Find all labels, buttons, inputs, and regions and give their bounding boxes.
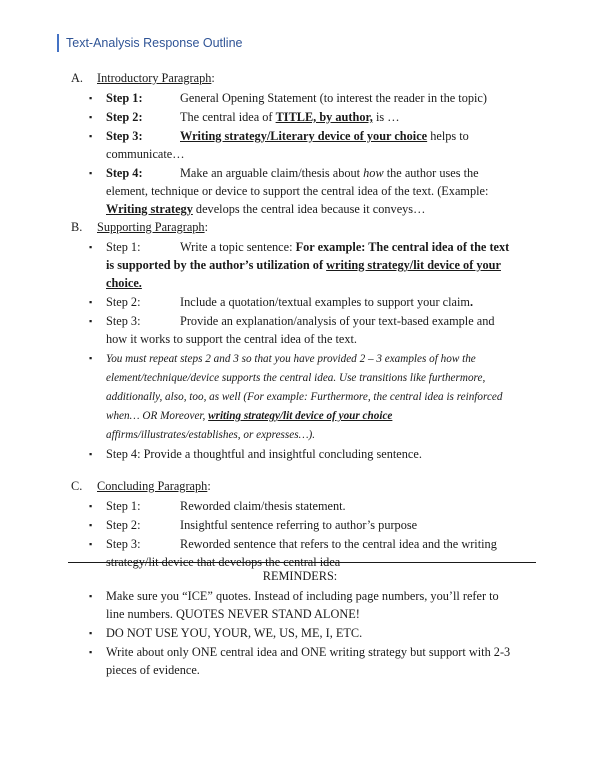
step-label: Step 1:	[106, 499, 141, 513]
bullet-icon: ▪	[89, 591, 93, 601]
list-item: ▪ Step 2: Include a quotation/textual examples to support your claim.	[89, 295, 474, 309]
step-label: Step 1:	[106, 240, 141, 254]
step-label: Step 3:	[106, 129, 143, 143]
bullet-icon: ▪	[89, 297, 93, 307]
list-item: ▪ Step 4: Make an arguable claim/thesis about how the author uses the element, technique or device to support the central idea of the text. (Example: Writing strategy develops the central idea because it conveys…	[89, 166, 489, 216]
list-item: ▪ Write about only ONE central idea and ONE writing strategy but support with 2-3 pieces of evidence.	[89, 645, 511, 677]
list-item: ▪ Step 3: Provide an explanation/analysis of your text-based example and how it works to support the central idea of the text.	[89, 314, 495, 346]
step-label: Step 2:	[106, 110, 143, 124]
list-item: ▪ Step 1: Write a topic sentence: For example: The central idea of the text is supported by the author’s utilization of writing strategy/lit device of your choice.	[89, 240, 510, 290]
section-c-steps	[0, 497, 600, 571]
bullet-icon: ▪	[89, 628, 93, 638]
section-title: Supporting Paragraph	[97, 220, 205, 234]
divider	[68, 562, 536, 563]
section-letter: A.	[71, 71, 83, 85]
bullet-icon: ▪	[89, 242, 93, 252]
bullet-icon: ▪	[89, 501, 93, 511]
list-item: ▪ Step 4: Provide a thoughtful and insightful concluding sentence.	[89, 447, 422, 461]
bullet-icon: ▪	[89, 168, 93, 178]
document-header	[57, 34, 242, 52]
section-b-steps	[0, 238, 600, 463]
bullet-icon: ▪	[89, 93, 93, 103]
step-label: Step 2:	[106, 518, 141, 532]
bullet-icon: ▪	[89, 353, 93, 363]
bullet-icon: ▪	[89, 520, 93, 530]
list-item: ▪ Make sure you “ICE” quotes. Instead of including page numbers, you’ll refer to line numbers. QUOTES NEVER STAND ALONE!	[89, 589, 499, 621]
reminders-list	[0, 587, 600, 679]
list-item: ▪ Step 3: Reworded sentence that refers to the central idea and the writing strategy/lit device that develops the central idea	[89, 537, 497, 569]
bullet-icon: ▪	[89, 131, 93, 141]
bullet-icon: ▪	[89, 647, 93, 657]
list-item: ▪ Step 1: General Opening Statement (to interest the reader in the topic)	[89, 91, 487, 105]
list-item: ▪ DO NOT USE YOU, YOUR, WE, US, ME, I, ETC.	[89, 626, 363, 640]
step-label: Step 4:	[106, 166, 143, 180]
section-a-steps	[0, 89, 600, 218]
outline-body	[0, 70, 600, 572]
section-title: Introductory Paragraph	[97, 71, 212, 85]
step-label: Step 2:	[106, 295, 141, 309]
section-c-heading: C. Concluding Paragraph:	[71, 479, 211, 493]
section-title: Concluding Paragraph	[97, 479, 208, 493]
bullet-icon: ▪	[89, 449, 93, 459]
list-item: ▪ You must repeat steps 2 and 3 so that you have provided 2 – 3 examples of how the element/technique/device supports the central idea. Use transitions like furthermore, additionally, also, too, as well (For example: Furthermore, the central idea is reinforced when… OR Moreover, writing strategy/lit device of your choice affirms/illustrates/establishes, or expresses…).	[0, 349, 600, 444]
section-a-heading: A. Introductory Paragraph:	[71, 71, 215, 85]
bullet-icon: ▪	[89, 539, 93, 549]
document-title: Text-Analysis Response Outline	[66, 36, 243, 50]
list-item: ▪ Step 2: Insightful sentence referring to author’s purpose	[89, 518, 418, 532]
step-label: Step 3:	[106, 537, 141, 551]
list-item: ▪ Step 3: Writing strategy/Literary device of your choice helps to communicate…	[89, 129, 469, 161]
bullet-icon: ▪	[89, 316, 93, 326]
section-letter: C.	[71, 479, 83, 493]
section-letter: B.	[71, 220, 83, 234]
step-label: Step 3:	[106, 314, 141, 328]
step-label: Step 1:	[106, 91, 143, 105]
section-b-heading: B. Supporting Paragraph:	[71, 220, 209, 234]
list-item: ▪ Step 2: The central idea of TITLE, by author, is …	[89, 110, 400, 124]
list-item: ▪ Step 1: Reworded claim/thesis statement.	[89, 499, 346, 513]
reminders-title: REMINDERS:	[262, 569, 338, 583]
bullet-icon: ▪	[89, 112, 93, 122]
reminders-section	[0, 568, 600, 680]
